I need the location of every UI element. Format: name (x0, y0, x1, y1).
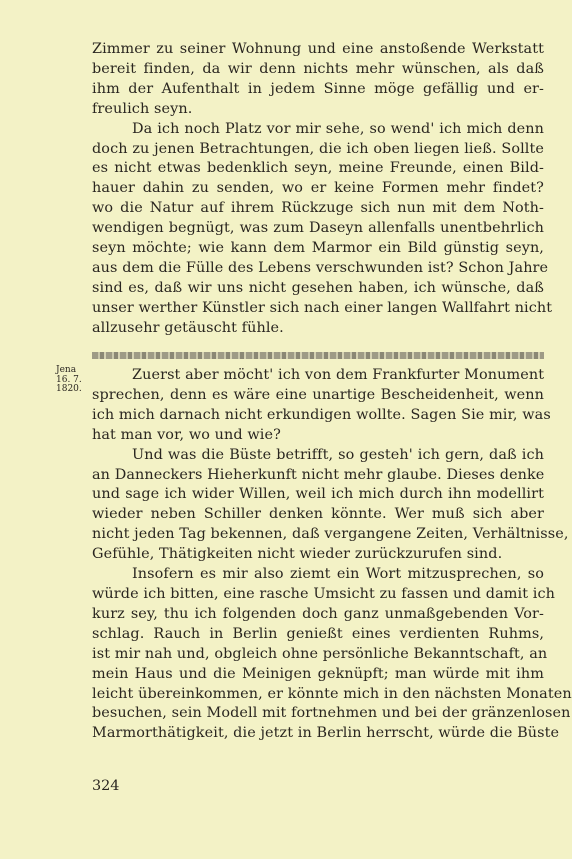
text-line: an Danneckers Hieherkunft nicht mehr glaube. Dieses denke (92, 466, 545, 483)
text-line: sind es, daß wir uns nicht gesehen haben, ich wünsche, daß (92, 279, 544, 296)
page-damage-strip (92, 352, 544, 359)
text-line: kurz sey, thu ich folgenden doch ganz unmaßgebenden Vor- (92, 605, 544, 622)
text-line: Zimmer zu seiner Wohnung und eine anstoßende Werkstatt (92, 41, 544, 57)
text-line: es nicht etwas bedenklich seyn, meine Freunde, einen Bild- (92, 160, 544, 177)
text-line: Insofern es mir also ziemt ein Wort mitzusprechen, so (132, 566, 544, 583)
text-line: aus dem die Fülle des Lebens verschwunden ist? Schon Jahre (92, 259, 549, 276)
margin-note-year: 1820. (56, 384, 82, 395)
text-line: sprechen, denn es wäre eine unartige Bescheidenheit, wenn (92, 386, 544, 403)
text-line: bereit finden, da wir denn nichts mehr wünschen, als daß (92, 60, 544, 77)
text-line: Da ich noch Platz vor mir sehe, so wend' ich mich denn (132, 120, 544, 137)
text-line: wendigen begnügt, was zum Daseyn allenfalls unentbehrlich (92, 220, 544, 237)
text-line: und sage ich wider Willen, weil ich mich durch ihn modellirt (92, 486, 544, 503)
text-line: freulich seyn. (92, 100, 193, 117)
page-number: 324 (92, 778, 120, 794)
text-line: leicht übereinkommen, er könnte mich in den nächsten Monaten (92, 685, 572, 702)
text-line: seyn möchte; wie kann dem Marmor ein Bild günstig seyn, (92, 240, 544, 257)
text-block-top (92, 40, 553, 339)
text-line: würde ich bitten, eine rasche Umsicht zu fassen und damit ich (92, 585, 555, 602)
margin-note-date: 16. 7. (56, 374, 82, 385)
text-line: ist mir nah und, obgleich ohne persönliche Bekanntschaft, an (92, 645, 548, 662)
text-line: hat man vor, wo und wie? (92, 426, 281, 443)
text-line: unser werther Künstler sich nach einer langen Wallfahrt nicht (92, 299, 553, 316)
text-line: wo die Natur auf ihrem Rückzuge sich nun mit dem Noth- (92, 200, 544, 217)
text-line: doch zu jenen Betrachtungen, die ich oben liegen ließ. Sollte (92, 140, 544, 157)
text-line: wieder neben Schiller denken könnte. Wer muß sich aber (92, 506, 544, 523)
text-line: mein Haus und die Meinigen geknüpft; man würde mit ihm (92, 665, 544, 682)
text-line: Zuerst aber möcht' ich von dem Frankfurter Monument (132, 367, 545, 383)
text-block-bottom (92, 366, 572, 744)
text-line: besuchen, sein Modell mit fortnehmen und bei der gränzenlosen (92, 705, 571, 722)
text-line: Marmorthätigkeit, die jetzt in Berlin herrscht, würde die Büste (92, 725, 560, 742)
text-line: Gefühle, Thätigkeiten nicht wieder zurückzurufen sind. (92, 546, 503, 563)
margin-note (56, 366, 90, 395)
text-line: Und was die Büste betrifft, so gesteh' ich gern, daß ich (132, 446, 544, 463)
margin-note-place: Jena (56, 365, 77, 375)
text-line: ihm der Aufenthalt in jedem Sinne möge gefällig und er- (92, 80, 544, 97)
text-line: hauer dahin zu senden, wo er keine Formen mehr findet? (92, 180, 544, 197)
text-line: ich mich darnach nicht erkundigen wollte. Sagen Sie mir, was (92, 406, 551, 423)
text-line: nicht jeden Tag bekennen, daß vergangene Zeiten, Verhältnisse, (92, 526, 569, 543)
text-line: allzusehr getäuscht fühle. (92, 319, 284, 336)
text-line: schlag. Rauch in Berlin genießt eines verdienten Ruhms, (92, 625, 544, 642)
